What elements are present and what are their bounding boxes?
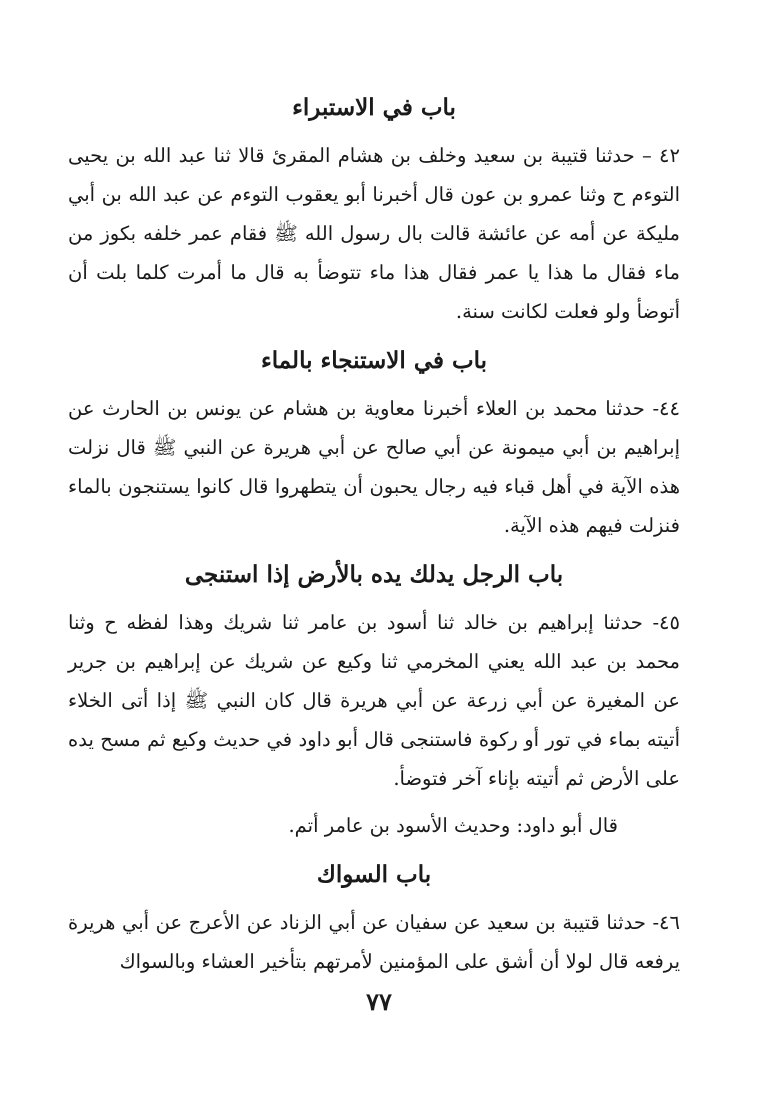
- spacer: [68, 545, 680, 555]
- spacer: [68, 331, 680, 341]
- spacer: [68, 845, 680, 855]
- section-heading-rubbing-hand: باب الرجل يدلك يده بالأرض إذا استنجى: [184, 561, 564, 588]
- hadith-45-text: ٤٥- حدثنا إبراهيم بن خالد ثنا أسود بن عامر ثنا شريك وهذا لفظه ح وثنا محمد بن عبد الله يعني المخرمي ثنا وكيع عن شريك عن إبراهيم بن جرير عن المغيرة عن أبي زرعة عن أبي هريرة قال كان النبي ﷺ إذا أتى الخلاء أتيته بماء في تور أو ركوة فاستنجى قال أبو داود في حديث وكيع ثم مسح يده على الأرض ثم أتيته بإناء آخر فتوضأ.: [68, 611, 680, 790]
- page-body: [68, 88, 680, 981]
- hadith-42-text: ٤٢ – حدثنا قتيبة بن سعيد وخلف بن هشام المقرئ قالا ثنا عبد الله بن يحيى التوءم ح وثنا عمرو بن عون قال أخبرنا أبو يعقوب التوءم عن عبد الله بن أبي مليكة عن أمه عن عائشة قالت بال رسول الله ﷺ فقام عمر خلفه بكوز من ماء فقال ما هذا يا عمر فقال هذا ماء تتوضأ به قال ما أمرت كلما بلت أن أتوضأ ولو فعلت لكانت سنة.: [68, 144, 680, 323]
- section-heading-istibra: باب في الاستبراء: [292, 94, 456, 121]
- spacer: [68, 798, 680, 806]
- hadith-46-text: ٤٦- حدثنا قتيبة بن سعيد عن سفيان عن أبي الزناد عن الأعرج عن أبي هريرة يرفعه قال لولا أن أشق على المؤمنين لأمرتهم بتأخير العشاء وبالسواك: [68, 911, 680, 973]
- abu-dawud-note: قال أبو داود: وحديث الأسود بن عامر أتم.: [288, 814, 618, 837]
- hadith-44-text: ٤٤- حدثنا محمد بن العلاء أخبرنا معاوية بن هشام عن يونس بن الحارث عن إبراهيم بن أبي ميمونة عن أبي صالح عن أبي هريرة عن النبي ﷺ قال نزلت هذه الآية في أهل قباء فيه رجال يحبون أن يتطهروا قال كانوا يستنجون بالماء فنزلت فيهم هذه الآية.: [68, 397, 680, 537]
- section-heading-siwak: باب السواك: [316, 861, 432, 888]
- spacer: [68, 595, 680, 603]
- spacer: [68, 895, 680, 903]
- spacer: [68, 381, 680, 389]
- section-heading-istinja: باب في الاستنجاء بالماء: [260, 347, 488, 374]
- spacer: [68, 128, 680, 136]
- page-number: ٧٧: [366, 987, 392, 1016]
